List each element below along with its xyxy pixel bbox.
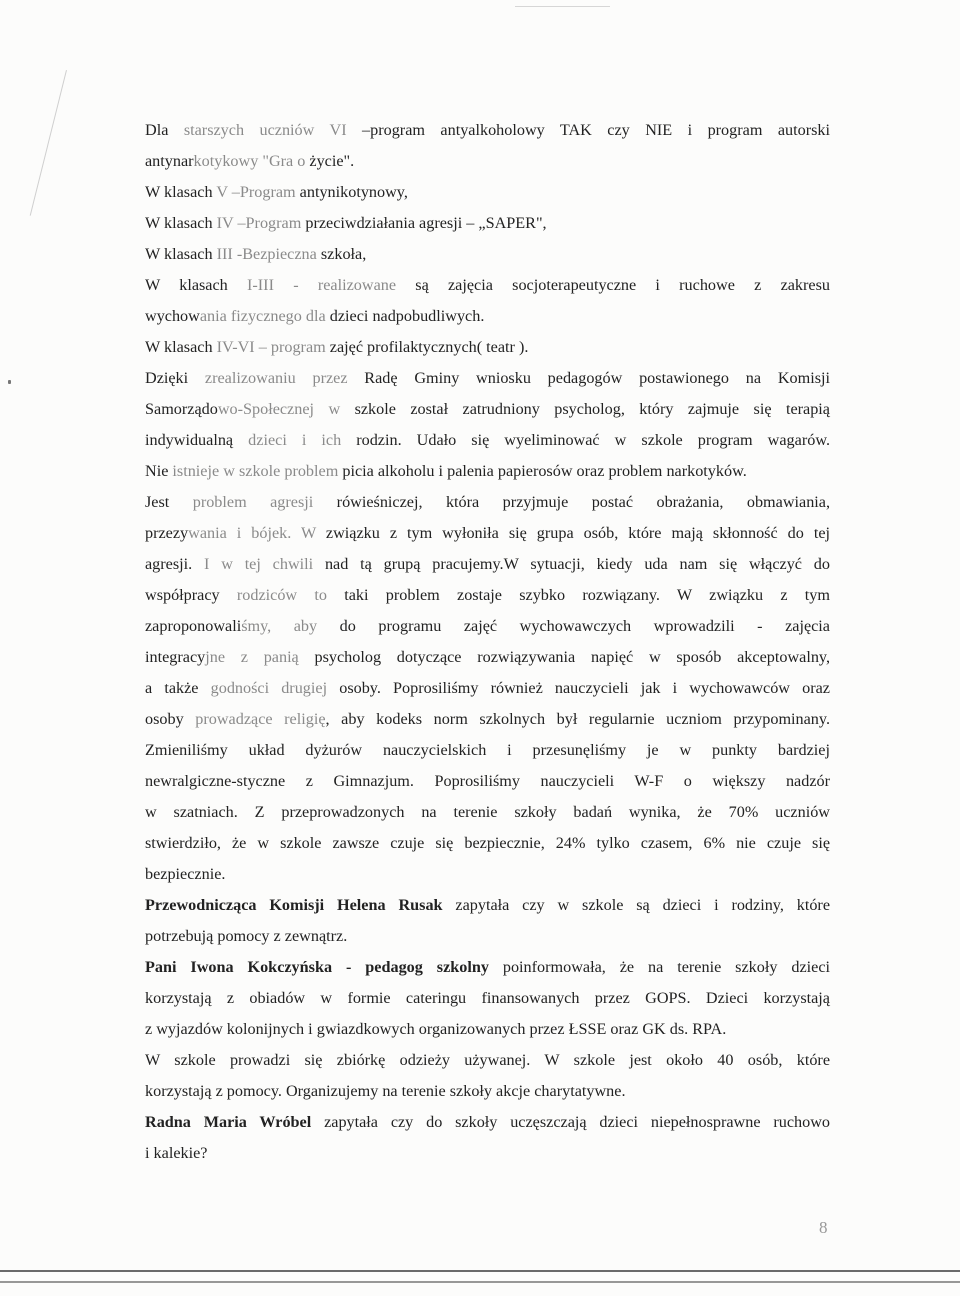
text-segment: W klasach	[145, 338, 217, 356]
text-segment: Zmieniliśmy układ dyżurów nauczycielskich i przesunęliśmy je w punkty bardziej	[145, 741, 830, 759]
text-line	[145, 363, 830, 394]
text-line	[145, 301, 830, 332]
text-segment: taki problem zostaje szybko rozwiązany. W związku z tym	[326, 586, 830, 604]
text-line	[145, 890, 830, 921]
text-segment: V –Program	[216, 183, 296, 201]
text-segment: psycholog dotyczące rozwiązywania napięć w sposób akceptowalny,	[298, 648, 830, 666]
text-line	[145, 146, 830, 177]
text-segment: zajęć profilaktycznych( teatr ).	[325, 338, 529, 356]
left-scan-edge	[30, 70, 67, 216]
margin-mark	[8, 380, 11, 384]
text-line	[145, 394, 830, 425]
text-segment: i kalekie?	[145, 1144, 208, 1162]
text-segment: godności drugiej	[210, 679, 328, 697]
text-line	[145, 952, 830, 983]
text-segment: potrzebują pomocy z zewnątrz.	[145, 927, 348, 945]
text-segment: a także	[145, 679, 211, 697]
text-line	[145, 208, 830, 239]
text-segment: W szkole prowadzi się zbiórkę odzieży używanej. W szkole jest około 40 osób, które	[145, 1051, 830, 1069]
text-segment: korzystają z pomocy. Organizujemy na terenie szkoły akcje charytatywne.	[145, 1082, 626, 1100]
text-line	[145, 859, 830, 890]
text-segment: I w tej chwili	[204, 555, 314, 573]
text-segment: z wyjazdów kolonijnych i gwiazdkowych organizowanych przez ŁSSE oraz GK ds. RPA.	[145, 1020, 727, 1038]
text-line	[145, 487, 830, 518]
text-line	[145, 518, 830, 549]
text-segment: Jest	[145, 493, 193, 511]
text-segment: indywidualną	[145, 431, 249, 449]
text-segment: w szatniach. Z przeprowadzonych na terenie szkoły badań wynika, że 70% uczniów	[145, 803, 830, 821]
text-segment: przeciwdziałania agresji – „SAPER",	[301, 214, 547, 232]
text-segment: dzieci nadpobudliwych.	[325, 307, 485, 325]
text-segment: są zajęcia socjoterapeutyczne i ruchowe z zakresu	[396, 276, 830, 294]
text-segment: integracy	[145, 648, 206, 666]
text-segment: do programu zajęć wychowawczych wprowadzili - zajęcia	[317, 617, 830, 635]
text-line	[145, 1014, 830, 1045]
text-segment: przezy	[145, 524, 189, 542]
text-segment: szkoła,	[316, 245, 367, 263]
text-segment: nad tą grupą pracujemy.W sytuacji, kiedy uda nam się włączyć do	[313, 555, 830, 573]
text-segment: IV-VI – program	[216, 338, 326, 356]
text-line	[145, 766, 830, 797]
text-segment: , aby kodeks norm szkolnych był regularnie uczniom przypominany.	[325, 710, 830, 728]
text-segment: dzieci i ich	[248, 431, 342, 449]
text-segment: ania fizycznego dla	[199, 307, 326, 325]
text-segment: –program antyalkoholowy TAK czy NIE i program autorski	[346, 121, 831, 139]
text-segment: W klasach	[145, 214, 217, 232]
text-line	[145, 611, 830, 642]
text-line	[145, 270, 830, 301]
text-segment: Dzięki	[145, 369, 205, 387]
text-segment: IV –Program	[216, 214, 302, 232]
text-segment: zapytała czy w szkole są dzieci i rodziny, które	[442, 896, 831, 914]
text-segment: stwierdziło, że w szkole zawsze czuje się bezpiecznie, 24% tylko czasem, 6% nie czuje się	[145, 834, 830, 852]
text-segment: poinformowała, że na terenie szkoły dzieci	[488, 958, 831, 976]
text-segment: Dla	[145, 121, 184, 139]
text-segment: wania i bójek. W	[188, 524, 316, 542]
text-line	[145, 332, 830, 363]
text-segment: bezpiecznie.	[145, 865, 226, 883]
text-segment: newralgiczne-styczne z Gimnazjum. Poprosiliśmy nauczycieli W-F o większy nadzór	[145, 772, 830, 790]
text-line	[145, 735, 830, 766]
text-segment: agresji.	[145, 555, 204, 573]
document-body	[145, 115, 830, 1169]
text-segment: rodziców to	[236, 586, 327, 604]
page-number: 8	[819, 1218, 828, 1237]
text-segment: antynar	[145, 152, 194, 170]
text-segment: problem agresji	[192, 493, 314, 511]
speaker-name: Radna Maria Wróbel	[145, 1113, 312, 1131]
text-segment: W klasach	[145, 276, 248, 294]
text-line	[145, 673, 830, 704]
text-segment: W klasach	[145, 245, 217, 263]
text-line	[145, 1045, 830, 1076]
text-segment: jne z panią	[205, 648, 299, 666]
text-line	[145, 1138, 830, 1169]
text-segment: Samorządo	[145, 400, 218, 418]
text-segment: I-III - realizowane	[247, 276, 397, 294]
text-line	[145, 1107, 830, 1138]
text-segment: picia alkoholu i palenia papierosów oraz problem narkotyków.	[338, 462, 747, 480]
text-segment: współpracy	[145, 586, 237, 604]
bottom-scan-edge-secondary	[0, 1281, 960, 1283]
text-line	[145, 115, 830, 146]
speaker-name: Pani Iwona Kokczyńska - pedagog szkolny	[145, 958, 489, 976]
text-segment: związku z tym wyłoniła się grupa osób, które mają skłonność do tej	[315, 524, 830, 542]
text-line	[145, 828, 830, 859]
text-segment: kotykowy "Gra o	[193, 152, 306, 170]
text-segment: W klasach	[145, 183, 217, 201]
text-segment: szkole został zatrudniony psycholog, który zajmuje się terapią	[340, 400, 830, 418]
text-segment: zrealizowaniu przez	[204, 369, 348, 387]
text-line	[145, 797, 830, 828]
text-line	[145, 580, 830, 611]
text-line	[145, 549, 830, 580]
text-segment: śmy, aby	[241, 617, 318, 635]
text-line	[145, 425, 830, 456]
text-segment: Radę Gminy wniosku pedagogów postawionego na Komisji	[347, 369, 830, 387]
text-line	[145, 983, 830, 1014]
text-segment: rodzin. Udało się wyeliminować w szkole program wagarów.	[341, 431, 830, 449]
text-segment: antynikotynowy,	[295, 183, 408, 201]
text-line	[145, 704, 830, 735]
text-line	[145, 921, 830, 952]
text-segment: wo-Społecznej w	[217, 400, 341, 418]
text-segment: istnieje w szkole problem	[172, 462, 339, 480]
speaker-name: Przewodnicząca Komisji Helena Rusak	[145, 896, 443, 914]
text-segment: korzystają z obiadów w formie cateringu finansowanych przez GOPS. Dzieci korzystają	[145, 989, 830, 1007]
top-scan-rule	[515, 6, 610, 7]
text-line	[145, 456, 830, 487]
text-segment: zaproponowali	[145, 617, 242, 635]
text-line	[145, 239, 830, 270]
text-segment: wychow	[145, 307, 200, 325]
text-segment: rówieśniczej, która przyjmuje postać obrażania, obmawiania,	[313, 493, 831, 511]
text-segment: prowadzące religię	[195, 710, 326, 728]
text-line	[145, 642, 830, 673]
text-line	[145, 177, 830, 208]
text-line	[145, 1076, 830, 1107]
text-segment: III -Bezpieczna	[216, 245, 317, 263]
text-segment: osoby. Poprosiliśmy również nauczycieli jak i wychowawców oraz	[327, 679, 830, 697]
text-segment: Nie	[145, 462, 173, 480]
text-segment: życie".	[305, 152, 355, 170]
text-segment: zapytała czy do szkoły uczęszczają dzieci niepełnosprawne ruchowo	[311, 1113, 830, 1131]
text-segment: starszych uczniów VI	[183, 121, 347, 139]
bottom-scan-edge	[0, 1270, 960, 1272]
text-segment: osoby	[145, 710, 196, 728]
